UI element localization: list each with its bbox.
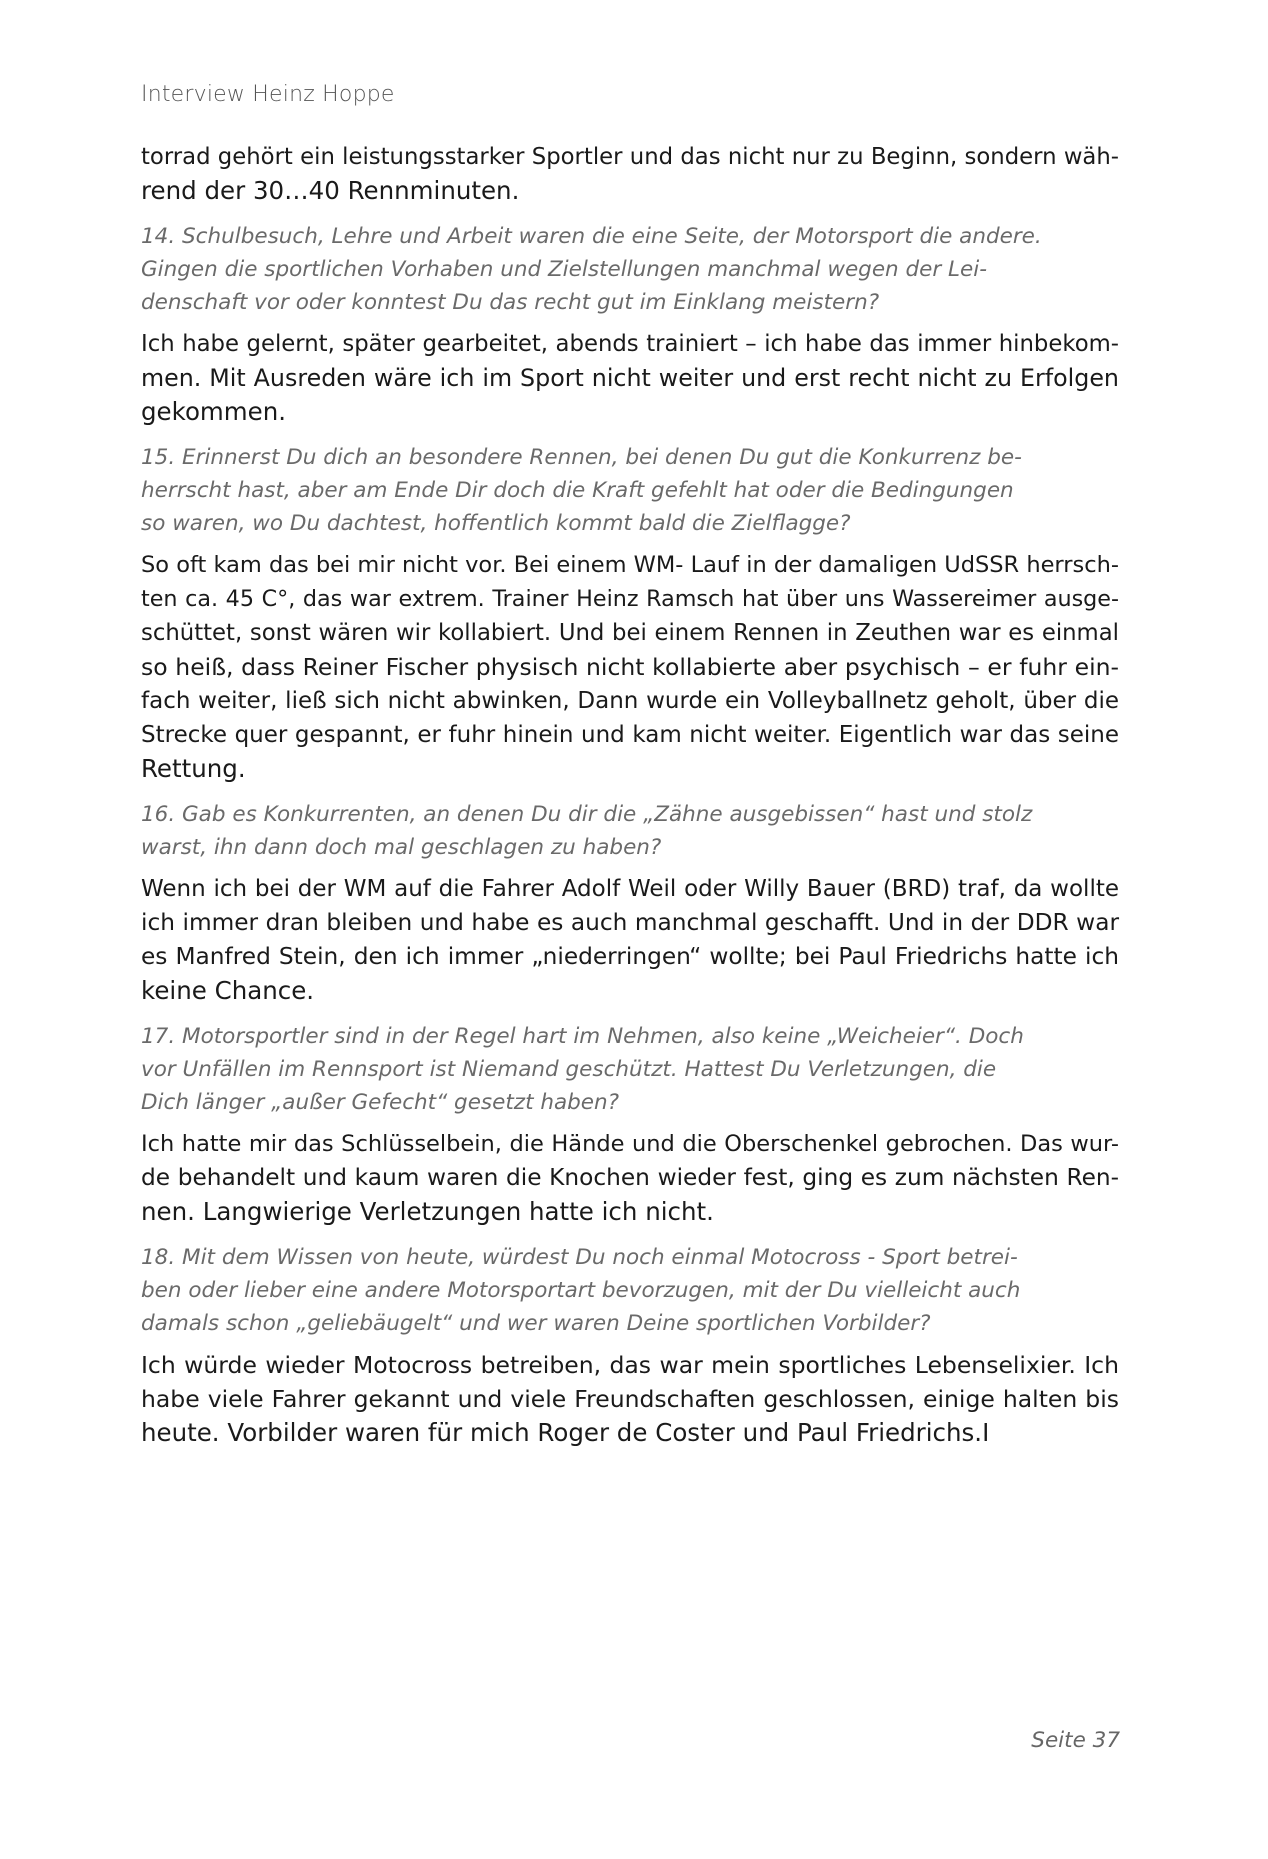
text-line: Ich hatte mir das Schlüsselbein, die Hände und die Oberschenkel gebrochen. Das wur- (141, 1131, 1119, 1157)
text-line: 15. Erinnerst Du dich an besondere Rennen, bei denen Du gut die Konkurrenz be- (141, 445, 1022, 470)
text-line: damals schon „geliebäugelt“ und wer waren Deine sportlichen Vorbilder? (141, 1311, 931, 1336)
text-line: Strecke quer gespannt, er fuhr hinein und kam nicht weiter. Eigentlich war das seine (141, 722, 1119, 748)
text-line: schüttet, sonst wären wir kollabiert. Und bei einem Rennen in Zeuthen war es einmal (141, 620, 1119, 646)
running-header: Interview Heinz Hoppe (141, 82, 395, 107)
text-line: so waren, wo Du dachtest, hoffentlich kommt bald die Zielflagge? (141, 511, 851, 536)
text-line: herrscht hast, aber am Ende Dir doch die Kraft gefehlt hat oder die Bedingungen (141, 478, 1014, 503)
text-line: denschaft vor oder konntest Du das recht gut im Einklang meistern? (141, 290, 880, 315)
text-line: So oft kam das bei mir nicht vor. Bei einem WM- Lauf in der damaligen UdSSR herrsch- (141, 552, 1120, 578)
text-line: 16. Gab es Konkurrenten, an denen Du dir die „Zähne ausgebissen“ hast und stolz (141, 802, 1033, 827)
text-line: Rettung. (141, 754, 246, 783)
text-line: rend der 30…40 Rennminuten. (141, 176, 520, 205)
text-line: Ich habe gelernt, später gearbeitet, abends trainiert – ich habe das immer hinbekom- (141, 331, 1119, 357)
interview-question (141, 798, 1119, 864)
text-line: gekommen. (141, 397, 287, 426)
text-line: 18. Mit dem Wissen von heute, würdest Du noch einmal Motocross - Sport betrei- (141, 1245, 1018, 1270)
text-line: fach weiter, ließ sich nicht abwinken, Dann wurde ein Volleyballnetz geholt, über die (141, 688, 1119, 714)
text-line: ben oder lieber eine andere Motorsportart bevorzugen, mit der Du vielleicht auch (141, 1278, 1021, 1303)
text-line: heute. Vorbilder waren für mich Roger de Coster und Paul Friedrichs.I (141, 1418, 990, 1447)
interview-question (141, 220, 1119, 319)
text-line: ich immer dran bleiben und habe es auch manchmal geschafft. Und in der DDR war (141, 909, 1119, 936)
text-line: de behandelt und kaum waren die Knochen wieder fest, ging es zum nächsten Ren- (141, 1164, 1119, 1191)
text-line: keine Chance. (141, 976, 315, 1005)
text-line: torrad gehört ein leistungsstarker Sportler und das nicht nur zu Beginn, sondern wäh- (141, 144, 1119, 170)
text-line: Dich länger „außer Gefecht“ gesetzt haben? (141, 1090, 620, 1115)
text-line: men. Mit Ausreden wäre ich im Sport nicht weiter und erst recht nicht zu Erfolgen (141, 364, 1119, 392)
answer-paragraph (141, 140, 1119, 208)
answer-paragraph (141, 1348, 1119, 1450)
text-line: 17. Motorsportler sind in der Regel hart im Nehmen, also keine „Weicheier“. Doch (141, 1024, 1024, 1049)
answer-paragraph (141, 327, 1119, 429)
text-line: so heiß, dass Reiner Fischer physisch nicht kollabierte aber psychisch – er fuhr ein- (141, 653, 1119, 681)
interview-question (141, 441, 1119, 540)
text-line: Gingen die sportlichen Vorhaben und Zielstellungen manchmal wegen der Lei- (141, 257, 987, 282)
interview-body (141, 140, 1119, 1462)
text-line: 14. Schulbesuch, Lehre und Arbeit waren die eine Seite, der Motorsport die andere. (141, 224, 1042, 249)
answer-paragraph (141, 548, 1119, 786)
interview-question (141, 1020, 1119, 1119)
text-line: warst, ihn dann doch mal geschlagen zu haben? (141, 835, 662, 860)
page-number: Seite 37 (1031, 1728, 1120, 1753)
text-line: ten ca. 45 C°, das war extrem. Trainer Heinz Ramsch hat über uns Wassereimer ausge- (141, 586, 1119, 612)
text-line: habe viele Fahrer gekannt und viele Freundschaften geschlossen, einige halten bis (141, 1385, 1119, 1413)
answer-paragraph (141, 872, 1119, 1008)
text-line: Wenn ich bei der WM auf die Fahrer Adolf Weil oder Willy Bauer (BRD) traf, da wollte (141, 876, 1119, 902)
text-line: Ich würde wieder Motocross betreiben, das war mein sportliches Lebenselixier. Ich (141, 1351, 1119, 1379)
answer-paragraph (141, 1127, 1119, 1229)
interview-question (141, 1241, 1119, 1340)
text-line: nen. Langwierige Verletzungen hatte ich nicht. (141, 1197, 714, 1226)
text-line: vor Unfällen im Rennsport ist Niemand geschützt. Hattest Du Verletzungen, die (141, 1057, 997, 1082)
text-line: es Manfred Stein, den ich immer „niederringen“ wollte; bei Paul Friedrichs hatte ich (141, 943, 1119, 970)
